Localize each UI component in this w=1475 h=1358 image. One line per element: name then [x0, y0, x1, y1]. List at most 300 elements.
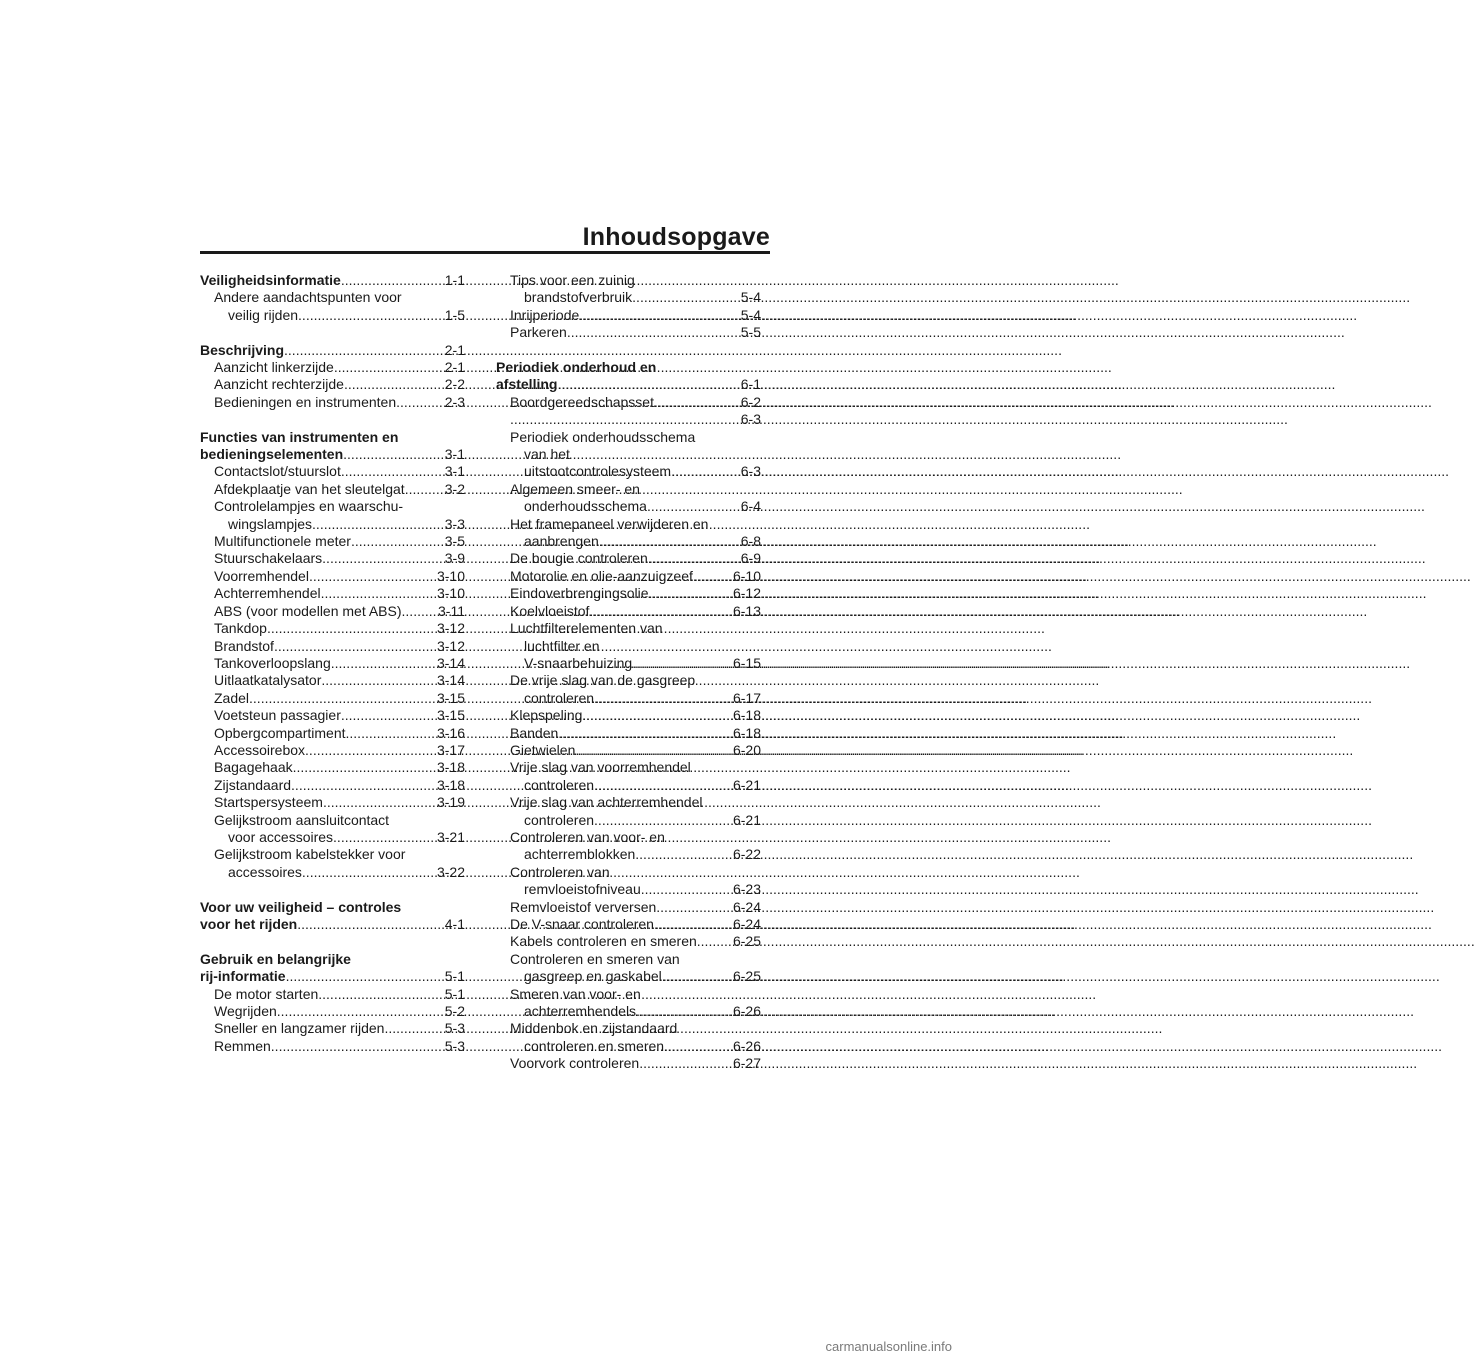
toc-entry-line — [496, 829, 761, 846]
toc-section-entry[interactable] — [200, 585, 465, 602]
toc-section-entry[interactable] — [200, 777, 465, 794]
toc-entry-title: Voor uw veiligheid – controles — [200, 898, 402, 915]
toc-entry-title: Zijstandaard — [214, 776, 292, 793]
toc-entry-line — [200, 585, 465, 602]
toc-entry-line — [496, 603, 761, 620]
toc-section-entry[interactable] — [200, 376, 465, 393]
toc-dot-leader — [649, 585, 733, 602]
toc-page-number: 3-10 — [436, 585, 465, 602]
toc-entry-title: Tankoverloopslang — [214, 654, 331, 671]
toc-entry-title: Tips voor een zuinig — [510, 272, 635, 288]
toc-section-entry[interactable] — [200, 986, 465, 1003]
toc-dot-leader — [510, 411, 741, 428]
toc-dot-leader — [249, 690, 437, 707]
toc-page-number: 6-9 — [740, 550, 761, 567]
toc-section-entry[interactable] — [496, 1020, 761, 1055]
toc-section-entry[interactable] — [200, 794, 465, 811]
toc-page-number: 5-1 — [444, 968, 465, 985]
toc-dot-leader — [582, 707, 733, 724]
toc-dot-leader — [405, 481, 445, 498]
toc-section-entry[interactable] — [200, 359, 465, 376]
toc-entry-line — [200, 342, 465, 359]
toc-page-number: 6-26 — [732, 1037, 761, 1054]
toc-section-entry[interactable] — [496, 429, 761, 481]
toc-entry-line — [496, 533, 761, 550]
toc-dot-leader — [402, 603, 438, 620]
toc-entry-line — [496, 759, 761, 776]
toc-section-entry[interactable] — [496, 829, 761, 864]
toc-entry-title: controleren — [524, 689, 595, 706]
toc-section-entry[interactable] — [200, 742, 465, 759]
toc-entry-title: Bedieningen en instrumenten — [214, 393, 397, 410]
toc-section-entry[interactable] — [200, 846, 465, 881]
toc-entry-line — [200, 533, 465, 550]
toc-dot-leader — [662, 968, 733, 985]
toc-section-entry[interactable] — [496, 411, 761, 428]
toc-page-number: 5-4 — [740, 306, 761, 323]
toc-dot-leader — [334, 359, 445, 376]
toc-section-entry[interactable] — [200, 289, 465, 324]
toc-page-number: 3-3 — [444, 515, 465, 532]
toc-dot-leader — [267, 620, 437, 637]
toc-section-entry[interactable] — [200, 620, 465, 637]
toc-section-entry[interactable] — [200, 481, 465, 498]
toc-page-number: 1-5 — [444, 306, 465, 323]
toc-page-number: 3-12 — [436, 637, 465, 654]
toc-page-number: 3-12 — [436, 620, 465, 637]
toc-entry-title: afstelling — [496, 376, 558, 393]
toc-entry-line — [496, 359, 761, 376]
toc-section-entry[interactable] — [496, 759, 761, 794]
toc-page-number: 6-21 — [732, 811, 761, 828]
toc-section-entry[interactable] — [200, 690, 465, 707]
toc-dot-leader — [632, 655, 733, 672]
toc-entry-line — [496, 568, 761, 585]
toc-entry-title: Afdekplaatje van het sleutelgat — [214, 480, 405, 497]
toc-dot-leader — [697, 933, 733, 950]
toc-entry-line — [496, 376, 761, 393]
toc-page-number: 6-17 — [732, 689, 761, 706]
toc-dot-leader — [321, 672, 437, 689]
toc-page-number: 2-1 — [444, 341, 465, 358]
toc-entry-line — [496, 986, 761, 1003]
toc-entry-line — [496, 951, 761, 968]
toc-section-entry[interactable] — [496, 986, 761, 1021]
toc-entry-title: luchtfilter en — [524, 637, 600, 654]
toc-entry-line — [200, 603, 465, 620]
toc-entry-line — [496, 411, 761, 428]
toc-entry-title: rij-informatie — [200, 968, 286, 985]
toc-entry-title: Sneller en langzamer rijden — [214, 1020, 385, 1037]
toc-section-entry[interactable] — [496, 725, 761, 742]
toc-section-entry[interactable] — [200, 707, 465, 724]
toc-page-number: 5-3 — [444, 1020, 465, 1037]
page-title: Inhoudsopgave — [582, 223, 770, 251]
toc-page-number: 6-8 — [740, 533, 761, 550]
toc-entry-line — [200, 289, 465, 306]
toc-dot-leader — [575, 742, 733, 759]
toc-entry-line — [200, 899, 465, 916]
toc-entry-title: Voorvork controleren — [510, 1055, 640, 1072]
toc-entry-title: Opbergcompartiment — [214, 724, 346, 741]
toc-entry-line — [200, 916, 465, 933]
toc-dot-leader — [589, 603, 733, 620]
toc-dot-leader — [341, 707, 437, 724]
toc-section-entry[interactable] — [200, 533, 465, 550]
toc-entry-line — [496, 620, 761, 637]
toc-page-number: 6-27 — [732, 1055, 761, 1072]
toc-entry-line — [200, 272, 465, 289]
toc-entry-line — [496, 1020, 761, 1037]
toc-entry-line — [496, 394, 761, 411]
toc-entry-title: brandstofverbruik — [524, 289, 633, 306]
toc-entry-title: Andere aandachtspunten voor — [214, 289, 402, 306]
toc-section-entry[interactable] — [496, 794, 761, 829]
toc-dot-leader — [286, 968, 445, 985]
toc-section-entry[interactable] — [496, 933, 761, 950]
toc-section-entry[interactable] — [496, 620, 761, 672]
toc-page-number: 3-10 — [436, 567, 465, 584]
toc-entry-title: Controleren van voor- en — [510, 828, 665, 845]
toc-section-entry[interactable] — [200, 463, 465, 480]
toc-section-entry[interactable] — [200, 655, 465, 672]
toc-page-number: 6-13 — [732, 602, 761, 619]
toc-entry-title: Controlelampjes en waarschu- — [214, 498, 404, 515]
toc-entry-title: Kabels controleren en smeren — [510, 933, 697, 950]
toc-page-number: 6-24 — [732, 916, 761, 933]
toc-entry-line — [496, 463, 761, 480]
toc-page-number: 6-25 — [732, 933, 761, 950]
toc-dot-leader — [305, 742, 437, 759]
toc-page-number: 3-1 — [444, 446, 465, 463]
toc-chapter-entry[interactable] — [200, 951, 465, 986]
toc-dot-leader — [647, 498, 741, 515]
toc-entry-title: uitstootcontrolesysteem — [524, 463, 672, 480]
toc-entry-line — [200, 968, 465, 985]
toc-section-entry[interactable] — [496, 481, 761, 516]
toc-section-entry[interactable] — [496, 272, 761, 307]
toc-entry-title: voor accessoires — [228, 828, 334, 845]
toc-entry-title: Bagagehaak — [214, 759, 293, 776]
toc-dot-leader — [654, 916, 733, 933]
toc-entry-title: Algemeen smeer- en — [510, 480, 640, 497]
toc-section-entry[interactable] — [496, 864, 761, 899]
toc-page-number: 6-25 — [732, 968, 761, 985]
toc-dot-leader — [594, 777, 733, 794]
toc-dot-leader — [346, 725, 437, 742]
toc-page-number: 5-2 — [444, 1003, 465, 1019]
toc-entry-line — [200, 394, 465, 411]
toc-dot-leader — [341, 272, 445, 289]
toc-entry-title: gasgreep en gaskabel — [524, 968, 662, 985]
toc-section-entry[interactable] — [200, 725, 465, 742]
toc-page-number: 3-14 — [436, 654, 465, 671]
toc-entry-title: van het — [524, 446, 570, 463]
toc-entry-line — [200, 986, 465, 1003]
toc-dot-leader — [291, 777, 437, 794]
toc-dot-leader — [333, 829, 437, 846]
toc-entry-line — [200, 1038, 465, 1055]
toc-entry-line — [496, 1038, 761, 1055]
toc-entry-title: V-snaarbehuizing — [524, 654, 633, 671]
toc-page-number: 3-14 — [436, 672, 465, 689]
toc-page-number: 6-20 — [732, 741, 761, 758]
toc-dot-leader — [396, 394, 445, 411]
toc-dot-leader — [309, 568, 437, 585]
toc-page-number: 3-21 — [436, 828, 465, 845]
toc-entry-title: Startspersysteem — [214, 794, 323, 811]
toc-page-number: 3-19 — [436, 794, 465, 811]
toc-dot-leader — [594, 812, 733, 829]
toc-entry-line — [200, 638, 465, 655]
toc-dot-leader — [344, 376, 445, 393]
toc-entry-line — [496, 707, 761, 724]
toc-entry-line — [496, 725, 761, 742]
toc-page-number: 6-10 — [732, 567, 761, 584]
toc-entry-line — [496, 690, 761, 707]
toc-dot-leader — [639, 1055, 733, 1072]
toc-dot-leader — [648, 550, 741, 567]
toc-entry-line — [496, 550, 761, 567]
toc-page-number: 4-1 — [444, 915, 465, 932]
toc-page-number: 3-2 — [444, 480, 465, 497]
toc-dot-leader — [323, 794, 437, 811]
toc-section-entry[interactable] — [200, 759, 465, 776]
toc-page-number: 6-1 — [740, 376, 761, 393]
toc-page-number: 6-18 — [732, 724, 761, 741]
toc-chapter-entry[interactable] — [200, 272, 465, 289]
toc-page-number: 3-17 — [436, 741, 465, 758]
toc-entry-line — [200, 446, 465, 463]
toc-chapter-entry[interactable] — [200, 429, 465, 464]
toc-entry-line — [496, 777, 761, 794]
toc-dot-leader — [636, 1003, 733, 1020]
toc-entry-line — [496, 272, 761, 289]
toc-section-entry[interactable] — [200, 1003, 465, 1020]
toc-entry-line — [496, 933, 761, 950]
toc-dot-leader — [293, 759, 437, 776]
toc-entry-title: remvloeistofniveau — [524, 881, 641, 898]
toc-entry-line — [200, 864, 465, 881]
toc-section-entry[interactable] — [496, 603, 761, 620]
toc-entry-title: De motor starten — [214, 985, 319, 1002]
toc-entry-title: Accessoirebox — [214, 741, 306, 758]
toc-page-number: 1-1 — [444, 272, 465, 288]
toc-entry-line — [200, 376, 465, 393]
toc-page-number: 6-3 — [740, 411, 761, 428]
toc-section-entry[interactable] — [496, 951, 761, 986]
toc-entry-line — [496, 864, 761, 881]
toc-page-number: 6-23 — [732, 881, 761, 898]
toc-dot-leader — [298, 307, 445, 324]
toc-entry-line — [200, 690, 465, 707]
toc-entry-title: ABS (voor modellen met ABS) — [214, 602, 402, 619]
toc-section-entry[interactable] — [496, 672, 761, 707]
toc-section-entry[interactable] — [496, 742, 761, 759]
toc-dot-leader — [656, 899, 733, 916]
toc-section-entry[interactable] — [496, 707, 761, 724]
toc-entry-line — [496, 916, 761, 933]
toc-entry-title: Functies van instrumenten en — [200, 428, 399, 445]
toc-entry-line — [496, 794, 761, 811]
toc-entry-line — [200, 359, 465, 376]
toc-entry-title: Multifunctionele meter — [214, 533, 351, 550]
toc-dot-leader — [664, 1038, 733, 1055]
toc-entry-line — [200, 672, 465, 689]
toc-dot-leader — [567, 324, 741, 341]
toc-entry-title: controleren — [524, 811, 595, 828]
toc-dot-leader — [271, 1038, 445, 1055]
toc-entry-title: Aanzicht linkerzijde — [214, 359, 334, 376]
toc-page-number: 5-4 — [740, 289, 761, 306]
toc-entry-title: Brandstof — [214, 637, 274, 654]
title-divider — [200, 251, 770, 254]
toc-entry-title: Gietwielen — [510, 741, 576, 758]
toc-entry-title: Inrijperiode — [510, 306, 580, 323]
toc-entry-title: controleren — [524, 776, 595, 793]
toc-entry-title: Wegrijden — [214, 1003, 277, 1019]
toc-entry-title: Gelijkstroom kabelstekker voor — [214, 846, 406, 863]
toc-dot-leader — [302, 864, 437, 881]
toc-dot-leader — [277, 1003, 445, 1020]
toc-section-entry[interactable] — [200, 1038, 465, 1055]
toc-entry-title: aanbrengen — [524, 533, 599, 550]
toc-section-entry[interactable] — [496, 585, 761, 602]
toc-entry-line — [200, 498, 465, 515]
toc-entry-title: Het framepaneel verwijderen en — [510, 515, 709, 532]
toc-entry-title: controleren en smeren — [524, 1037, 665, 1054]
toc-entry-line — [200, 777, 465, 794]
toc-entry-title: Vrije slag van voorremhendel — [510, 759, 691, 776]
toc-entry-title: Luchtfilterelementen van — [510, 620, 663, 637]
toc-section-entry[interactable] — [200, 1020, 465, 1037]
toc-dot-leader — [341, 463, 445, 480]
toc-entry-line — [200, 463, 465, 480]
toc-page-number: 2-2 — [444, 376, 465, 393]
toc-dot-leader — [321, 585, 437, 602]
toc-entry-line — [200, 794, 465, 811]
toc-entry-title: Controleren en smeren van — [510, 950, 680, 967]
toc-entry-title: voor het rijden — [200, 915, 298, 932]
toc-section-entry[interactable] — [496, 916, 761, 933]
toc-section-entry[interactable] — [496, 568, 761, 585]
toc-entry-line — [496, 655, 761, 672]
toc-dot-leader — [654, 394, 741, 411]
toc-chapter-entry[interactable] — [200, 899, 465, 934]
toc-entry-title: Vrije slag van achterremhendel — [510, 794, 703, 811]
toc-page-number: 6-4 — [740, 498, 761, 515]
toc-dot-leader — [331, 655, 437, 672]
toc-entry-line — [496, 672, 761, 689]
toc-entry-title: Beschrijving — [200, 341, 285, 358]
toc-entry-line — [496, 585, 761, 602]
toc-page-number: 6-22 — [732, 846, 761, 863]
toc-dot-leader — [579, 307, 741, 324]
toc-entry-title: Uitlaatkatalysator — [214, 672, 322, 689]
toc-section-entry[interactable] — [496, 307, 761, 324]
toc-entry-line — [200, 742, 465, 759]
toc-page-number: 6-2 — [740, 393, 761, 410]
toc-section-entry[interactable] — [200, 498, 465, 533]
toc-dot-leader — [594, 690, 733, 707]
toc-chapter-entry[interactable] — [200, 342, 465, 359]
toc-entry-title: De vrije slag van de gasgreep — [510, 672, 696, 689]
toc-section-entry[interactable] — [200, 638, 465, 655]
toc-dot-leader — [312, 516, 445, 533]
toc-entry-line — [496, 324, 761, 341]
toc-entry-title: Smeren van voor- en — [510, 985, 641, 1002]
toc-entry-line — [496, 498, 761, 515]
toc-section-entry[interactable] — [496, 516, 761, 551]
toc-section-entry[interactable] — [496, 394, 761, 411]
toc-dot-leader — [274, 638, 437, 655]
toc-section-entry[interactable] — [200, 394, 465, 411]
toc-page-number: 3-5 — [444, 533, 465, 550]
toc-section-entry[interactable] — [200, 550, 465, 567]
toc-entry-line — [200, 846, 465, 863]
toc-page-number: 6-21 — [732, 776, 761, 793]
toc-entry-title: Voorremhendel — [214, 567, 309, 584]
toc-entry-title: bedieningselementen — [200, 446, 344, 463]
toc-section-entry[interactable] — [200, 603, 465, 620]
toc-entry-title: Boordgereedschapsset — [510, 393, 654, 410]
toc-entry-title: Remvloeistof verversen — [510, 898, 657, 915]
toc-page-number: 3-16 — [436, 724, 465, 741]
toc-entry-title: Tankdop — [214, 620, 267, 637]
toc-entry-line — [200, 725, 465, 742]
toc-entry-title: Achterremhendel — [214, 585, 321, 602]
toc-entry-line — [200, 620, 465, 637]
toc-dot-leader — [632, 289, 741, 306]
toc-entry-title: accessoires — [228, 863, 302, 880]
toc-page-number: 5-1 — [444, 985, 465, 1002]
toc-entry-title: Contactslot/stuurslot — [214, 463, 341, 480]
toc-entry-line — [200, 307, 465, 324]
toc-section-entry[interactable] — [496, 1055, 761, 1072]
toc-entry-line — [496, 1003, 761, 1020]
toc-entry-line — [496, 516, 761, 533]
toc-page-number: 6-24 — [732, 898, 761, 915]
toc-section-entry[interactable] — [200, 672, 465, 689]
toc-section-entry[interactable] — [496, 899, 761, 916]
toc-section-entry[interactable] — [200, 812, 465, 847]
toc-dot-leader — [318, 986, 445, 1003]
toc-entry-line — [200, 516, 465, 533]
toc-section-entry[interactable] — [496, 324, 761, 341]
toc-dot-leader — [384, 1020, 444, 1037]
toc-entry-title: Parkeren — [510, 324, 567, 341]
toc-page-number: 3-18 — [436, 776, 465, 793]
toc-entry-line — [200, 550, 465, 567]
toc-entry-title: Motorolie en olie-aanzuigzeef — [510, 567, 693, 584]
toc-dot-leader — [322, 550, 445, 567]
toc-chapter-entry[interactable] — [496, 359, 761, 394]
toc-entry-title: achterremblokken — [524, 846, 636, 863]
toc-entry-title: Gebruik en belangrijke — [200, 950, 351, 967]
toc-entry-title: wingslampjes — [228, 515, 313, 532]
toc-entry-line — [200, 759, 465, 776]
toc-section-entry[interactable] — [496, 550, 761, 567]
toc-page-number: 6-3 — [740, 463, 761, 480]
toc-page-number: 5-3 — [444, 1037, 465, 1054]
toc-dot-leader — [557, 376, 740, 393]
toc-entry-line — [200, 481, 465, 498]
toc-entry-line — [496, 446, 761, 463]
toc-section-entry[interactable] — [200, 568, 465, 585]
toc-column-left — [200, 272, 465, 1055]
toc-page-number: 3-15 — [436, 707, 465, 724]
toc-entry-line — [200, 429, 465, 446]
